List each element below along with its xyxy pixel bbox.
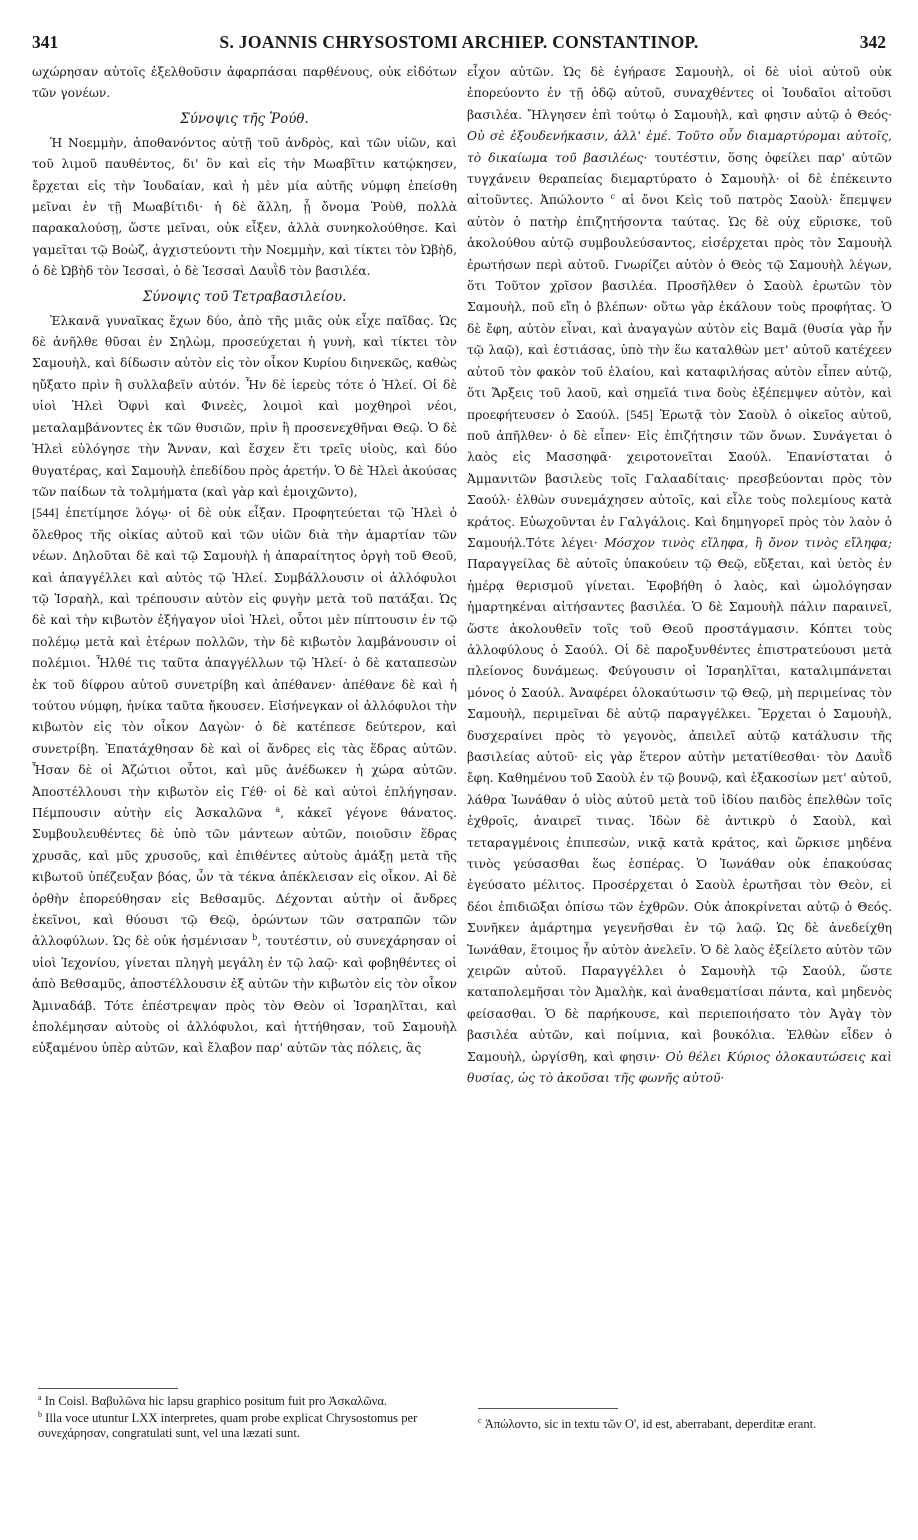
page-reference-545: [545]	[626, 407, 653, 422]
paragraph-kings-synopsis	[32, 311, 457, 1060]
right-column	[467, 62, 892, 1090]
page-number-left: 341	[32, 32, 59, 52]
quotation: Οὐ θέλει Κύριος ὁλοκαυτώσεις καὶ θυσίας, ὡς τὸ ἀκοῦσαι τῆς φωνῆς αὐτοῦ·	[467, 1049, 892, 1086]
text-segment: Ἐλκανᾶ γυναῖκας ἔχων δύο, ἀπὸ τῆς μιᾶς οὐκ εἶχε παῖδας. Ὡς δὲ ἀνῆλθε θῦσαι ἐν Σηλὼμ, προσεύχεται ἡ γυνὴ, καὶ τίκτει τὸν Σαμουὴλ, καὶ δίδωσιν αὐτὸν εἰς τὸν οἶκον Κυρίου διηνεκῶς, καθὼς ηὔξατο πρὶν ἢ συλλαβεῖν αὐτόν. Ἦν δὲ ἱερεὺς τότε ὁ Ἠλεί. Οἱ δὲ υἱοὶ Ἠλεὶ Ὀφνὶ καὶ Φινεὲς, λοιμοὶ καὶ μοχθηροὶ νέοι, μεταλαμβάνοντες ἐκ τῶν θυσιῶν, πρὶν ἢ προσενεχθῆναι Θεῷ. Ὁ δὲ Ἠλεὶ εὐλόγησε τὴν Ἄνναν, καὶ ἔσχεν ἔτι τρεῖς υἱοὺς, καὶ δύο θυγατέρας, καὶ Σαμουὴλ ἐπεδίδου πρὸς ἀρετήν. Ὁ δὲ Ἠλεὶ ἀκούσας τῶν παίδων τὰ τολμήματα (καὶ γὰρ καὶ ἐμοιχῶντο),	[32, 313, 457, 499]
paragraph-ruth-synopsis: Ἡ Νοεμμὴν, ἀποθανόντος αὐτῇ τοῦ ἀνδρὸς, καὶ τῶν υἱῶν, καὶ τοῦ λιμοῦ παυθέντος, δι' ὃν καὶ εἰς τὴν Μωαβῖτιν κατῴκησεν, ἔρχεται εἰς τὴν Ἰουδαίαν, καὶ ἡ μὲν μία αὐτῆς νύμφη ἐπείσθη μεῖναι ἐν τῇ Μωαβίτιδι· ἡ δὲ ἄλλη, ᾗ ὄνομα Ῥοὺθ, πολλὰ παρακαλούσῃ, ὥστε μεῖναι, οὐκ εἶξεν, ἀλλὰ συνηκολούθησε. Καὶ γαμεῖται τῷ Βοὼζ, ἀγχιστεύοντι τὴν Νοεμμὴν, καὶ τίκτει τὸν Ὠβὴδ, ὁ δὲ Ὠβὴδ τὸν Ἰεσσαὶ, ὁ δὲ Ἰεσσαὶ Δαυῒδ τὸν βασιλέα.	[32, 135, 457, 279]
footnote-c-mark: c	[478, 1415, 482, 1425]
left-column	[32, 62, 457, 1060]
text-segment: τουτέστιν, ὅσης ὀφείλει παρ' αὐτῶν τυγχάνειν θεραπείας διεμαρτύρατο ὁ Σαμουὴλ· οἱ δὲ ἐπέκειντο αἰτοῦντες. Ἀπώλοντο	[467, 150, 892, 208]
footnote-a	[38, 1394, 448, 1410]
text-segment: , τουτέστιν, οὐ συνεχάρησαν οἱ υἱοὶ Ἰεχονίου, γίνεται πληγὴ μεγάλη ἐν τῷ λαῷ· καὶ φοβηθέντες οἱ ἀπὸ Βεθσαμῦς, ἀποστέλλουσιν ἐξ αὐτῶν τὴν κιβωτὸν εἰς τὸν οἶκον Ἀμιναδάβ. Τότε ἐπέστρεψαν πρὸς τὸν Θεὸν οἱ Ἰσραηλῖται, καὶ ἐπολέμησαν αὐτοὺς οἱ ἀλλόφυλοι, καὶ ἡττήθησαν, τοῦ Σαμουὴλ εὐξαμένου ὑπὲρ αὐτῶν, καὶ ἔλαβον παρ' αὐτῶν τὰς πόλεις, ἃς	[32, 934, 457, 1056]
paragraph-continuation: ωχώρησαν αὐτοῖς ἐξελθοῦσιν ἀφαρπάσαι παρθένους, οὐκ εἰδότων τῶν γονέων.	[32, 65, 457, 101]
footnote-c	[478, 1417, 888, 1433]
page-number-right: 342	[859, 32, 886, 52]
footnote-b-mark: b	[38, 1409, 42, 1419]
text-segment: αἱ ὄνοι Κεὶς τοῦ πατρὸς Σαοὺλ· ἔπεμψεν αὐτὸν ὁ πατὴρ ἐπιζητήσοντα ταύτας. Ὡς δὲ οὐχ εὕρισκε, τοῦ ἀκολούθου αὐτῷ συμβουλεύσαντος, εἰσέρχεται πρὸς τὸν Σαμουὴλ ἐρωτήσων περὶ αὐτοῦ. Γνωρίζει αὐτὸν ὁ Θεὸς τῷ Σαμουὴλ λέγων, ὅτι Τοῦτον χρῖσον βασιλέα. Προσῆλθεν ὁ Σαοὺλ ἐρωτῶν τὸν Σαμουὴλ, ποῦ εἴη ὁ βλέπων· οὕτω γὰρ ἐκάλουν τοὺς προφήτας. Ὁ δὲ ἔφη, αὐτὸν εἶναι, καὶ ἀναγαγὼν αὐτὸν εἰς Βαμᾶ (θυσία γὰρ ἦν τῷ λαῷ), καὶ ἑστιάσας, ὑπὸ τὴν ἕω καταλθὼν μετ' αὐτοῦ κατέχεεν αὐτοῦ τὸν φακὸν τοῦ ἐλαίου, καὶ καταφιλήσας αὐτὸν εἶπεν αὐτῷ, ὅτι Ἄρξεις τοῦ λαοῦ, καὶ σημεῖά τινα δοὺς ἐξέπεμψεν αὐτὸν, καὶ προεφήτευσεν ὁ Σαούλ.	[467, 193, 892, 422]
text-segment: Ἐρωτᾷ τὸν Σαοὺλ ὁ οἰκεῖος αὐτοῦ, ποῦ ἀπῆλθεν· ὁ δὲ εἶπεν· Εἰς ἐπιζήτησιν τῶν ὄνων. Συνάγεται ὁ λαὸς εἰς Μασσηφᾶ· χειροτονεῖται Σαούλ. Ἐπανίσταται ὁ Ἀμμανιτῶν βασιλεὺς τοῖς Γαλααδίταις· πρεσβεύονται πρὸς τὸν Σαούλ· ἐλθὼν συνεμάχησεν αὐτοῖς, καὶ εἷλε τοὺς πολεμίους κατὰ κράτος. Εὐωχοῦνται ἐν Γαλγάλοις. Καὶ δημηγορεῖ πρὸς τὸν λαὸν ὁ Σαμουήλ.Τότε λέγει·	[467, 407, 892, 550]
footnote-rule-right	[478, 1408, 618, 1409]
text-segment: εἶχον αὐτῶν. Ὡς δὲ ἐγήρασε Σαμουὴλ, οἱ δὲ υἱοὶ αὐτοῦ οὐκ ἐπορεύοντο ἐν τῇ ὁδῷ αὐτοῦ, συναχθέντες οἱ Ἰουδαῖοι αἰτοῦσι βασιλέα. Ἤλγησεν ἐπὶ τούτῳ ὁ Σαμουὴλ, καὶ φησιν αὐτῷ ὁ Θεός·	[467, 65, 892, 122]
page-header	[26, 32, 892, 58]
footnote-b	[38, 1411, 448, 1442]
section-title-kings: Σύνοψις τοῦ Τετραβασιλείου.	[142, 288, 347, 305]
text-segment: Παραγγείλας δὲ αὐτοῖς ὑπακούειν τῷ Θεῷ, εὔξεται, καὶ ὑετὸς ἐν ἡμέρᾳ θερισμοῦ γίνεται. Ἐφοβήθη ὁ λαὸς, καὶ ὡμολόγησαν ἡμαρτηκέναι αἰτήσαντες βασιλέα. Ὁ δὲ Σαμουὴλ πάλιν παραινεῖ, ὥστε ἀκολουθεῖν τοῖς τοῦ Θεοῦ προστάγμασιν. Κόπτει τοὺς ἀλλοφύλους ὁ Σαούλ. Οἱ δὲ παροξυνθέντες ἐπιστρατεύουσι μετὰ πλείονος δυνάμεως. Φεύγουσιν οἱ Ἰσραηλῖται, καταλιμπάνεται μόνος ὁ Σαούλ. Ἀναφέρει ὁλοκαύτωσιν τῷ Θεῷ, μὴ περιμείνας τὸν Σαμουὴλ, περιμεῖναι δὲ αὐτῷ παραγγέλκει. Ἔρχεται ὁ Σαμουὴλ, δυσχεραίνει πρὸς τὸ γεγονὸς, ἀπειλεῖ αὐτῷ κατάλυσιν τῆς βασιλείας αὐτοῦ· εἰς γὰρ ἕτερον αὐτὴν μετατίθεσθαι· τὸν Δαυῒδ ἔφη. Καθημένου τοῦ Σαοὺλ ἐν τῷ βουνῷ, καὶ ἑξακοσίων μετ' αὐτοῦ, λάθρα Ἰωνάθαν ὁ υἱὸς αὐτοῦ μετὰ τοῦ ἰδίου παιδὸς ἐπελθὼν τοῖς ἐχθροῖς, ἀναιρεῖ τινας. Ἰδὼν δὲ ἀντικρὺ ὁ Σαοὺλ, καὶ τεταραγμένοις ἐπιπεσὼν, νικᾷ κατὰ κράτος, καὶ ὥρκισε μηδένα τινὸς γεύσασθαι ἕως ἑσπέρας. Ὁ Ἰωνάθαν οὐκ ἐπακούσας ἐγεύσατο μέλιτος. Προσέρχεται ὁ Σαοὺλ ἐρωτῆσαι τὸν Θεὸν, εἰ δέοι ἐπιδιῶξαι ὀπίσω τῶν ἐχθρῶν. Οὐκ ἀποκρίνεται αὐτῷ ὁ Θεός. Συνῆκεν ἁμάρτημα γεγενῆσθαι ἐν τῷ λαῷ. Ὡς δὲ ἀνεδείχθη Ἰωνάθαν, ἕτοιμος ἦν αὐτὸν ἀνελεῖν. Ὁ δὲ λαὸς ἐξείλετο αὐτὸν τῶν χειρῶν αὐτοῦ. Παραγγέλλει ὁ Σαμουὴλ τῷ Σαούλ, ὥστε καταπολεμῆσαι τὸν Ἀμαλὴκ, καὶ ἀναθεματίσαι πάντα, καὶ μηδενὸς φείσασθαι. Ὁ δὲ παρήκουσε, καὶ περιεποιήσατο τὸν Ἀγὰγ τὸν βασιλέα αὐτῶν, καὶ ποίμνια, καὶ βουκόλια. Ἐλθὼν εἶδεν ὁ Σαμουὴλ, ὠργίσθη, καὶ φησιν·	[467, 557, 892, 1064]
quotation: Οὐ σὲ ἐξουδενήκασιν, ἀλλ' ἐμέ. Τοῦτο οὖν διαμαρτύρομαι αὐτοῖς, τὸ δικαίωμα τοῦ βασιλέως·	[467, 129, 892, 165]
text-segment: , κἀκεῖ γέγονε θάνατος. Συμβουλευθέντες δὲ ὑπὸ τῶν μάντεων αὐτῶν, ποιοῦσιν ἕδρας χρυσᾶς, καὶ μῦς χρυσοῦς, καὶ ἐπιθέντες αὐτοὺς ἁμάξῃ μετὰ τῆς κιβωτοῦ ὑπέζευξαν βόας, ὧν τὰ τέκνα ἀπέκλεισαν εἰς οἶκον. Αἱ δὲ ὀρθὴν ἐπορεύθησαν εἰς Βεθσαμῦς. Δέχονται αὐτὴν οἱ ἄνδρες ἐκεῖνοι, καὶ θύουσι τῷ Θεῷ, ὁρώντων τῶν σατραπῶν τῶν ἀλλοφύλων. Ὡς δὲ οὐκ ἠσμένισαν	[32, 806, 457, 949]
footnote-marker-a: a	[275, 804, 281, 814]
quotation: Μόσχον τινὸς εἴληφα, ἢ ὄνον τινὸς εἴληφα;	[604, 535, 892, 550]
footnote-marker-c: c	[610, 192, 616, 202]
footnote-a-text: In Coisl. Βαβυλῶνα hic lapsu graphico positum fuit pro Ἀσκαλῶνα.	[44, 1394, 388, 1408]
footnote-a-mark: a	[38, 1392, 42, 1402]
running-title: S. JOANNIS CHRYSOSTOMI ARCHIEP. CONSTANTINOP.	[219, 32, 699, 52]
footnote-b-text: Illa voce utuntur LXX interpretes, quam probe explicat Chrysostomus per συνεχάρησαν, congratulati sunt, vel una læzati sunt.	[38, 1410, 418, 1441]
footnotes-right	[478, 1417, 888, 1434]
text-segment: ἐπετίμησε λόγῳ· οἱ δὲ οὐκ εἶξαν. Προφητεύεται τῷ Ἠλεὶ ὁ ὄλεθρος τῆς οἰκίας αὐτοῦ καὶ τῶν υἱῶν διὰ τὴν ἁμαρτίαν τῶν νέων. Δηλοῦται δὲ καὶ τῷ Σαμουὴλ ἡ ἀπαραίτητος ὀργὴ τοῦ Θεοῦ, καὶ ἀπαγγέλλει καὶ αὐτὸς τῷ Ἠλεί. Συμβάλλουσιν οἱ ἀλλόφυλοι τῷ Ἰσραὴλ, καὶ τρέπουσιν αὐτὸν εἰς φυγὴν μετὰ τοῦ πατάξαι. Ὡς δὲ καὶ τὴν κιβωτὸν ἐξήγαγον υἱοὶ Ἠλεὶ, οὗτοι μὲν πίπτουσιν ἐν τῷ πολέμῳ μετὰ καὶ ἑτέρων πολλῶν, τὴν δὲ κιβωτὸν λαμβάνουσιν οἱ πολέμιοι. Ἦλθέ τις ταῦτα ἀπαγγέλλων τῷ Ἠλεί· ὁ δὲ καταπεσὼν ἐκ τοῦ δίφρου αὐτοῦ συνετρίβη καὶ ἀπέθανεν· ἀπέθανε δὲ καὶ ἡ τούτου νύμφη, ἡνίκα ταῦτα ἤκουσεν. Εἰσήνεγκαν οἱ ἀλλόφυλοι τὴν κιβωτὸν εἰς τὸν οἶκον Δαγὼν· ὁ δὲ κατέπεσε δεύτερον, καὶ συνετρίβη. Ἐπατάχθησαν δὲ καὶ οἱ ἄνδρες εἰς τὰς ἕδρας αὐτῶν. Ἦσαν δὲ οἱ Ἀζώτιοι οὗτοι, καὶ μῦς ἀνέδωκεν ἡ χώρα αὐτῶν. Ἀποστέλλουσι τὴν κιβωτὸν εἰς Γέθ· οἱ δὲ καὶ αὐτοὶ ἐπλήγησαν. Πέμπουσιν αὐτὴν εἰς Ἀσκαλῶνα	[32, 506, 457, 820]
paragraph-kings-continued	[467, 62, 892, 1090]
footnotes-left	[38, 1394, 448, 1443]
page-reference-544: [544]	[32, 506, 59, 521]
footnote-marker-b: b	[252, 933, 258, 943]
footnote-rule-left	[38, 1388, 178, 1389]
footnote-c-text: Ἀπώλοντο, sic in textu τῶν Ο', id est, aberrabant, deperditæ erant.	[484, 1417, 817, 1431]
section-title-ruth: Σύνοψις τῆς Ῥούθ.	[180, 110, 309, 127]
